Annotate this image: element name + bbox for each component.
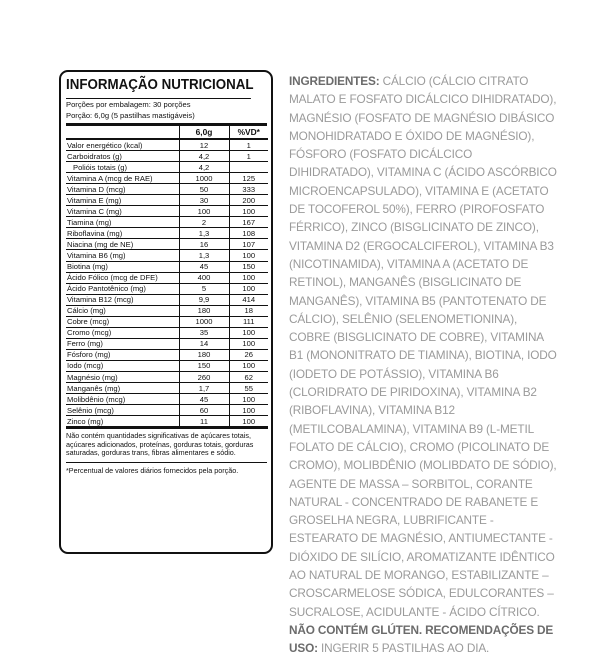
nutrition-table: [66, 126, 268, 429]
ingredients-list: CÁLCIO (CÁLCIO CITRATO MALATO E FOSFATO DICÁLCICO DIHIDRATADO), MAGNÉSIO (FOSFATO DE MAGNÉSIO DIBÁSICO MONOHIDRATADO E ÓXIDO DE MAGNÉSIO), FÓSFORO (FOSFATO DICÁLCICO DIHIDRATADO), VITAMINA C (ÁCIDO ASCÓRBICO MICROENCAPSULADO), VITAMINA E (ACETATO DE TOCOFEROL 50%), FERRO (PIROFOSFATO FÉRRICO), ZINCO (BISGLICINATO DE ZINCO), VITAMINA D2 (ERGOCALCIFEROL), VITAMINA B3 (NICOTINAMIDA), VITAMINA A (ACETATO DE RETINOL), MANGANÊS (BISGLICINATO DE MANGANÊS), VITAMINA B5 (PANTOTENATO DE CÁLCIO), SELÊNIO (SELENOMETIONINA), COBRE (BISGLICINATO DE COBRE), VITAMINA B1 (MONONITRATO DE TIAMINA), BIOTINA, IODO (IODETO DE POTÁSSIO), VITAMINA B6 (CLORIDRATO DE PIRIDOXINA), VITAMINA B2 (RIBOFLAVINA), VITAMINA B12 (METILCOBALAMINA), VITAMINA B9 (L-METIL FOLATO DE CÁLCIO), CROMO (PICOLINATO DE CROMO), MOLIBDÊNIO (MOLIBDATO DE SÓDIO), AGENTE DE MASSA – SORBITOL, CORANTE NATURAL - CONCENTRADO DE RABANETE E GROSELHA NEGRA, LUBRIFICANTE - ESTEARATO DE MAGNÉSIO, ANTIUMECTANTE - DIÓXIDO DE SILÍCIO, AROMATIZANTE IDÊNTICO AO NATURAL DE MORANGO, ESTABILIZANTE – CROSCARMELOSE SÓDICA, EDULCORANTES – SUCRALOSE, ACIDULANTE - ÁCIDO CÍTRICO.: [289, 74, 557, 619]
nutrient-row: [66, 162, 268, 173]
nutrient-row: [66, 184, 268, 195]
nutrient-name: Ácido Fólico (mcg de DFE): [66, 272, 179, 283]
nutrient-amount: 4,2: [179, 162, 229, 173]
nutrient-amount: 45: [179, 394, 229, 405]
nutrient-name: Vitamina D (mcg): [66, 184, 179, 195]
recommendation-text: INGERIR 5 PASTILHAS AO DIA.: [317, 641, 490, 656]
nutrient-name: Vitamina A (mcg de RAE): [66, 173, 179, 184]
nutrient-row: [66, 283, 268, 294]
nutrient-name: Vitamina B6 (mg): [66, 250, 179, 261]
header-dv: %VD*: [229, 126, 268, 139]
nutrient-dv: 108: [229, 228, 268, 239]
nutrient-name: Cálcio (mg): [66, 305, 179, 316]
nutrient-dv: 414: [229, 294, 268, 305]
nutrient-amount: 4,2: [179, 151, 229, 162]
nutrient-dv: 111: [229, 316, 268, 327]
serving-info: [66, 99, 267, 126]
nutrient-dv: 150: [229, 261, 268, 272]
nutrient-row: [66, 405, 268, 416]
nutrient-name: Polióis totais (g): [66, 162, 179, 173]
nutrient-row: [66, 217, 268, 228]
nutrient-amount: 35: [179, 327, 229, 338]
nutrient-amount: 14: [179, 338, 229, 349]
nutrient-dv: 55: [229, 383, 268, 394]
nutrient-name: Vitamina C (mg): [66, 206, 179, 217]
nutrient-row: [66, 360, 268, 371]
nutrient-row: [66, 250, 268, 261]
nutrient-name: Zinco (mg): [66, 416, 179, 428]
nutrient-row: [66, 294, 268, 305]
nutrient-name: Cromo (mcg): [66, 327, 179, 338]
nutrient-name: Niacina (mg de NE): [66, 239, 179, 250]
nutrient-amount: 45: [179, 261, 229, 272]
nutrient-amount: 50: [179, 184, 229, 195]
nutrient-name: Carboidratos (g): [66, 151, 179, 162]
nutrient-dv: 100: [229, 283, 268, 294]
nutrient-dv: 125: [229, 173, 268, 184]
nutrient-row: [66, 327, 268, 338]
nutrient-row: [66, 338, 268, 349]
nutrient-amount: 1,3: [179, 228, 229, 239]
nutrient-row: [66, 349, 268, 360]
nutrient-dv: 167: [229, 217, 268, 228]
nutrient-row: [66, 261, 268, 272]
nutrient-dv: 100: [229, 272, 268, 283]
nutrient-row: [66, 239, 268, 250]
nutrient-dv: [229, 162, 268, 173]
nutrient-row: [66, 139, 268, 151]
nutrient-dv: 333: [229, 184, 268, 195]
nutrient-dv: 100: [229, 338, 268, 349]
nutrient-amount: 260: [179, 371, 229, 382]
nutrient-row: [66, 305, 268, 316]
nutrient-dv: 107: [229, 239, 268, 250]
nutrient-amount: 60: [179, 405, 229, 416]
header-amount: 6,0g: [179, 126, 229, 139]
nutrient-name: Selênio (mcg): [66, 405, 179, 416]
nutrient-amount: 30: [179, 195, 229, 206]
nutrient-row: [66, 151, 268, 162]
nutrient-row: [66, 416, 268, 428]
nutrient-dv: 62: [229, 371, 268, 382]
nutrient-amount: 11: [179, 416, 229, 428]
servings-per-package: Porções por embalagem: 30 porções: [66, 100, 191, 109]
nutrient-row: [66, 394, 268, 405]
nutrient-amount: 12: [179, 139, 229, 151]
nutrient-name: Riboflavina (mg): [66, 228, 179, 239]
nutrient-row: [66, 206, 268, 217]
nutrient-dv: 1: [229, 151, 268, 162]
nutrient-row: [66, 173, 268, 184]
nutrient-dv: 1: [229, 139, 268, 151]
nutrient-dv: 100: [229, 250, 268, 261]
gluten-statement: NÃO CONTÉM GLÚTEN.: [289, 622, 422, 637]
nutrient-amount: 1000: [179, 173, 229, 184]
nutrient-name: Fósforo (mg): [66, 349, 179, 360]
nutrient-row: [66, 228, 268, 239]
nutrient-name: Vitamina E (mg): [66, 195, 179, 206]
nutrient-name: Ferro (mg): [66, 338, 179, 349]
nutrient-amount: 1,7: [179, 383, 229, 394]
header-nutrient: [66, 126, 179, 139]
nutrient-amount: 5: [179, 283, 229, 294]
nutrient-dv: 100: [229, 327, 268, 338]
nutrient-row: [66, 195, 268, 206]
nutrient-name: Manganês (mg): [66, 383, 179, 394]
nutrient-row: [66, 316, 268, 327]
nutrient-dv: 100: [229, 416, 268, 428]
nutrient-amount: 1000: [179, 316, 229, 327]
nutrient-amount: 180: [179, 349, 229, 360]
nutrient-amount: 16: [179, 239, 229, 250]
panel-title: INFORMAÇÃO NUTRICIONAL: [66, 76, 251, 99]
ingredients-label: INGREDIENTES:: [289, 74, 380, 88]
nutrient-dv: 100: [229, 360, 268, 371]
nutrient-dv: 100: [229, 394, 268, 405]
nutrient-amount: 1,3: [179, 250, 229, 261]
nutrient-row: [66, 383, 268, 394]
nutrient-dv: 100: [229, 405, 268, 416]
nutrient-amount: 150: [179, 360, 229, 371]
nutrient-name: Cobre (mcg): [66, 316, 179, 327]
nutrient-row: [66, 371, 268, 382]
nutrition-table-header: [66, 126, 268, 139]
nutrient-dv: 200: [229, 195, 268, 206]
nutrient-name: Vitamina B12 (mcg): [66, 294, 179, 305]
footnote-daily-value: *Percentual de valores diários fornecidos pela porção.: [66, 466, 239, 475]
nutrition-facts-panel: [59, 70, 273, 554]
ingredients-text: [289, 72, 557, 658]
nutrient-amount: 400: [179, 272, 229, 283]
nutrient-row: [66, 272, 268, 283]
nutrient-name: Tiamina (mg): [66, 217, 179, 228]
nutrient-dv: 26: [229, 349, 268, 360]
nutrient-amount: 100: [179, 206, 229, 217]
serving-size: Porção: 6,0g (5 pastilhas mastigáveis): [66, 110, 195, 120]
nutrient-name: Ácido Pantotênico (mg): [66, 283, 179, 294]
nutrient-name: Valor energético (kcal): [66, 139, 179, 151]
nutrient-amount: 9,9: [179, 294, 229, 305]
nutrient-name: Magnésio (mg): [66, 371, 179, 382]
nutrient-name: Iodo (mcg): [66, 360, 179, 371]
footnote-not-significant: Não contém quantidades significativas de açúcares totais, açúcares adicionados, proteínas, gorduras totais, gorduras saturadas, gorduras trans, fibras alimentares e sódio.: [66, 429, 267, 463]
nutrient-amount: 2: [179, 217, 229, 228]
nutrient-name: Biotina (mg): [66, 261, 179, 272]
recommendation-label: RECOMENDAÇÕES DE USO:: [289, 622, 554, 656]
nutrient-name: Molibdênio (mcg): [66, 394, 179, 405]
nutrient-dv: 18: [229, 305, 268, 316]
nutrient-amount: 180: [179, 305, 229, 316]
nutrient-dv: 100: [229, 206, 268, 217]
